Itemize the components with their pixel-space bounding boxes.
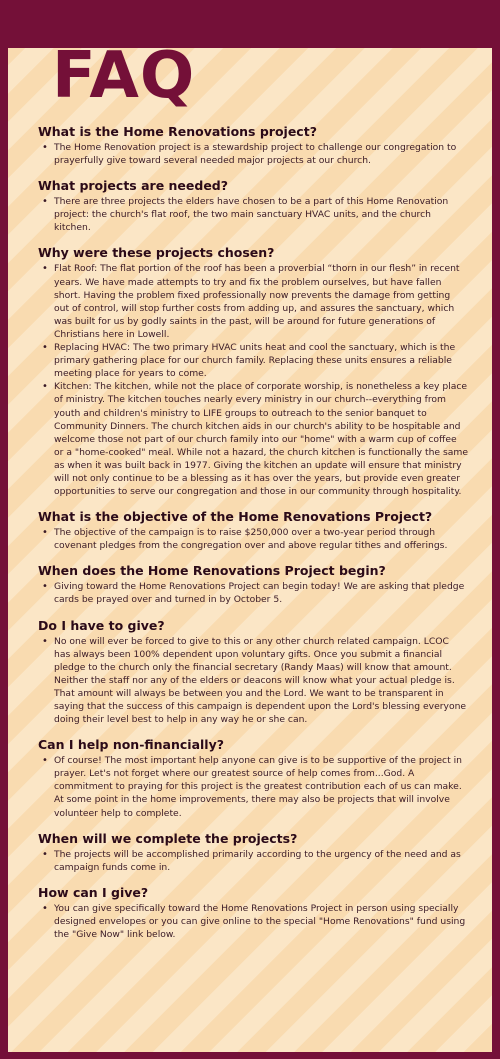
faq-item	[38, 563, 468, 606]
faq-answer: • Kitchen: The kitchen, while not the place of corporate worship, is nonetheless a key place of ministry. The kitchen touches nearly every ministry in our church--everything from youth and children's ministry to LIFE groups to outreach to the senior banquet to Community Dinners. The church kitchen aids in our church's ability to be hospitable and welcome those not part of our church family into our "home" with a warm cup of coffee or a "home-cooked" meal. While not a hazard, the church kitchen is functionally the same as when it was built back in 1977. Giving the kitchen an update will ensure that ministry will not only continue to be a blessing as it has over the years, but provide even greater opportunities to serve our congregation and those in our community through hospitality.	[38, 380, 468, 498]
faq-answer: • Replacing HVAC: The two primary HVAC units heat and cool the sanctuary, which is the primary gathering place for our church family. Replacing these units ensures a reliable meeting place for years to come.	[38, 341, 468, 380]
faq-answer: • You can give specifically toward the Home Renovations Project in person using specially designed envelopes or you can give online to the special "Home Renovations" fund using the "Give Now" link below.	[38, 902, 468, 941]
faq-panel	[8, 48, 492, 1052]
faq-item	[38, 178, 468, 234]
faq-item	[38, 737, 468, 819]
faq-question: When does the Home Renovations Project begin?	[38, 563, 386, 579]
faq-answer-list	[38, 526, 468, 552]
faq-question: What is the Home Renovations project?	[38, 124, 317, 139]
faq-item	[38, 245, 468, 498]
faq-answer: • The Home Renovation project is a stewardship project to challenge our congregation to prayerfully give toward several needed major projects at our church.	[38, 141, 468, 167]
faq-question: Do I have to give?	[38, 617, 165, 633]
faq-answer-list	[38, 635, 468, 727]
faq-item	[38, 509, 468, 552]
faq-answer: • Giving toward the Home Renovations Project can begin today! We are asking that pledge cards be prayed over and turned in by October 5.	[38, 580, 468, 606]
faq-question: What projects are needed?	[38, 178, 228, 194]
faq-answer-list	[38, 580, 468, 606]
faq-question: Can I help non-financially?	[38, 737, 224, 753]
faq-answer: • Of course! The most important help anyone can give is to be supportive of the project in prayer. Let's not forget where our greatest source of help comes from...God. A commitment to praying for this project is the greatest contribution each of us can make. At some point in the home improvements, there may also be projects that will involve volunteer help to complete.	[38, 754, 468, 819]
faq-answer: • The objective of the campaign is to raise $250,000 over a two-year period through covenant pledges from the congregation over and above regular tithes and offerings.	[38, 526, 468, 552]
faq-answer-list	[38, 848, 468, 874]
faq-answer: • There are three projects the elders have chosen to be a part of this Home Renovation project: the church's flat roof, the two main sanctuary HVAC units, and the church kitchen.	[38, 195, 468, 234]
faq-item	[38, 831, 468, 874]
faq-question: How can I give?	[38, 884, 149, 900]
faq-answer-list	[38, 195, 468, 234]
faq-answer-list	[38, 262, 468, 498]
faq-question: When will we complete the projects?	[38, 830, 298, 846]
faq-answer-list	[38, 754, 468, 819]
faq-answer-list	[38, 902, 468, 941]
faq-item	[38, 885, 468, 941]
faq-answer: • No one will ever be forced to give to this or any other church related campaign. LCOC has always been 100% dependent upon voluntary gifts. Once you submit a financial pledge to the church only the financial secretary (Randy Maas) will know that amount. Neither the staff nor any of the elders or deacons will know what your actual pledge is. That amount will always be between you and the Lord. We want to be transparent in saying that the success of this campaign is dependent upon the Lord's blessing everyone doing their level best to help in any way he or she can.	[38, 635, 468, 727]
faq-answer: • The projects will be accomplished primarily according to the urgency of the need and as campaign funds come in.	[38, 848, 468, 874]
faq-list	[38, 124, 468, 952]
faq-question: What is the objective of the Home Renovations Project?	[38, 509, 433, 525]
faq-item	[38, 124, 468, 167]
page-title: FAQ	[52, 48, 196, 113]
faq-item	[38, 618, 468, 727]
faq-answer-list	[38, 141, 468, 167]
faq-question: Why were these projects chosen?	[38, 245, 275, 261]
faq-answer: • Flat Roof: The flat portion of the roof has been a proverbial “thorn in our flesh” in recent years. We have made attempts to try and fix the problem ourselves, but have fallen short. Having the problem fixed professionally now prevents the damage from getting out of control, will stop further costs from adding up, and assures the sanctuary, which was built for us by godly saints in the past, will be around for future generations of Christians here in Lowell.	[38, 262, 468, 341]
